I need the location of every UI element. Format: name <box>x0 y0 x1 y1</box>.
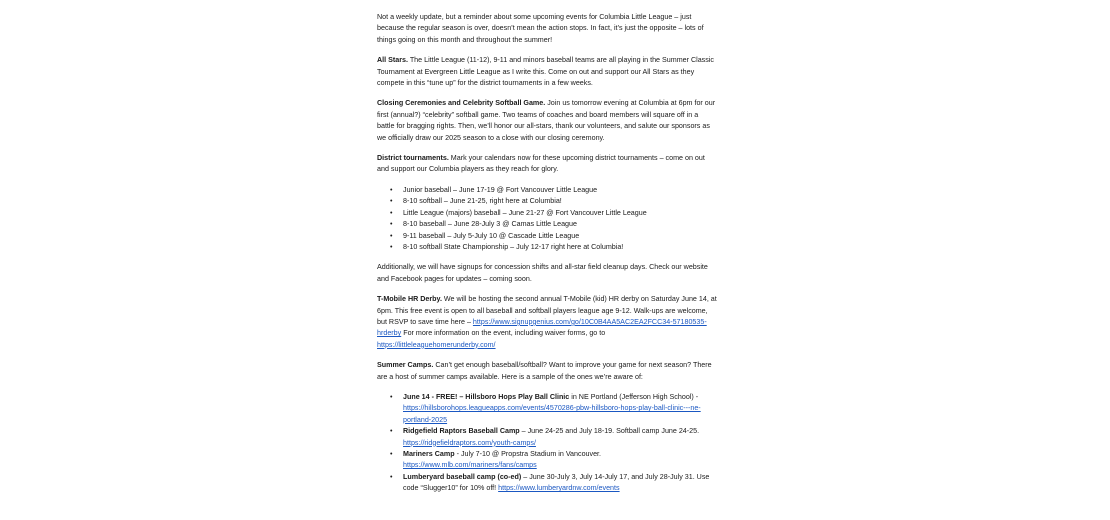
list-item: • 8-10 baseball – June 28-July 3 @ Camas Little League <box>403 219 717 230</box>
all-stars-text: The Little League (11-12), 9-11 and minors baseball teams are all playing in the Summer Classic Tournament at Evergreen Little League as I write this. Come on out and support our All Stars as they compete in this “tune up” for the district tournaments in a few weeks. <box>377 56 714 88</box>
document-page <box>377 12 717 504</box>
signup-link[interactable]: https://www.signupgenius.com/go/10C0B4AA5AC2EA2FCC34-57180535-hrderby <box>377 317 707 338</box>
list-item: • Little League (majors) baseball – June 21-27 @ Fort Vancouver Little League <box>403 208 717 219</box>
camp-link[interactable]: https://www.lumberyardnw.com/events <box>498 484 620 493</box>
list-item <box>403 449 717 472</box>
closing-heading: Closing Ceremonies and Celebrity Softball Game. <box>377 99 546 108</box>
derby-more-text: For more information on the event, including waiver forms, go to <box>401 329 606 338</box>
intro-paragraph: Not a weekly update, but a reminder about some upcoming events for Columbia Little League – just because the regular season is over, doesn’t mean the action stops. In fact, it’s just the opposite – lots of things going on this month and throughout the summer! <box>377 13 704 44</box>
list-item: • 8-10 softball – June 21-25, right here at Columbia! <box>403 196 717 207</box>
all-stars-heading: All Stars. <box>377 56 408 65</box>
camps-paragraph <box>377 360 717 383</box>
camp-details: in NE Portland (Jefferson High School) - <box>569 392 699 401</box>
list-item <box>403 472 717 495</box>
camp-link[interactable]: https://hillsborohops.leagueapps.com/events/4570286-pbw-hillsboro-hops-play-ball-clinic---ne-portland-2025 <box>403 404 701 424</box>
camp-title: Lumberyard baseball camp (co-ed) <box>403 472 522 481</box>
list-item: • Junior baseball – June 17-19 @ Fort Vancouver Little League <box>403 185 717 196</box>
all-stars-paragraph <box>377 55 717 89</box>
district-heading: District tournaments. <box>377 154 449 163</box>
camp-title: June 14 - FREE! – Hillsboro Hops Play Ball Clinic <box>403 392 570 401</box>
derby-heading: T-Mobile HR Derby. <box>377 295 442 304</box>
list-item <box>403 426 717 449</box>
camps-text: Can’t get enough baseball/softball? Want to improve your game for next season? There are a host of summer camps available. Here is a sample of the ones we’re aware of: <box>377 361 712 381</box>
camp-title: Ridgefield Raptors Baseball Camp <box>403 427 520 436</box>
district-list <box>377 185 717 253</box>
closing-paragraph <box>377 98 717 144</box>
derby-text: We will be hosting the second annual T-Mobile (kid) HR derby on Saturday June 14, at 6pm. This free event is open to all baseball and softball players league age 9-12. Walk-ups are welcome, but RSVP to save time here – <box>377 295 717 326</box>
camp-details: – June 30-July 3, July 14-July 17, and July 28-July 31. Use code “Slugger10” for 10% off! <box>403 472 710 493</box>
list-item: • 8-10 softball State Championship – July 12-17 right here at Columbia! <box>403 242 717 253</box>
camps-list <box>377 392 717 495</box>
list-item <box>403 392 717 426</box>
district-paragraph <box>377 153 717 176</box>
camp-link[interactable]: https://www.mlb.com/mariners/fans/camps <box>403 461 537 470</box>
district-text: Mark your calendars now for these upcoming district tournaments – come on out and support our Columbia players as they reach for glory. <box>377 154 705 174</box>
list-item: • 9-11 baseball – July 5-July 10 @ Cascade Little League <box>403 231 717 242</box>
additionally-paragraph: Additionally, we will have signups for concession shifts and all-star field cleanup days. Check our website and Facebook pages for updates – coming soon. <box>377 263 708 283</box>
derby-info-link[interactable]: https://littleleaguehomerunderby.com/ <box>377 340 496 349</box>
closing-text: Join us tomorrow evening at Columbia at 6pm for our first (annual?) “celebrity” softball game. Two teams of coaches and board members will square off in a battle for bragging rights. Then, we’ll honor our all-stars, thank our volunteers, and salute our sponsors as we officially draw our 2025 season to a close with our closing ceremony. <box>377 99 716 142</box>
camps-heading: Summer Camps. <box>377 361 434 370</box>
camp-details: - July 7-10 @ Propstra Stadium in Vancouver. <box>454 450 602 458</box>
derby-paragraph <box>377 294 717 351</box>
camp-link[interactable]: https://ridgefieldraptors.com/youth-camps/ <box>403 438 536 447</box>
camp-details: – June 24-25 and July 18-19. Softball camp June 24-25. <box>519 427 700 436</box>
camp-title: Mariners Camp <box>403 450 455 458</box>
